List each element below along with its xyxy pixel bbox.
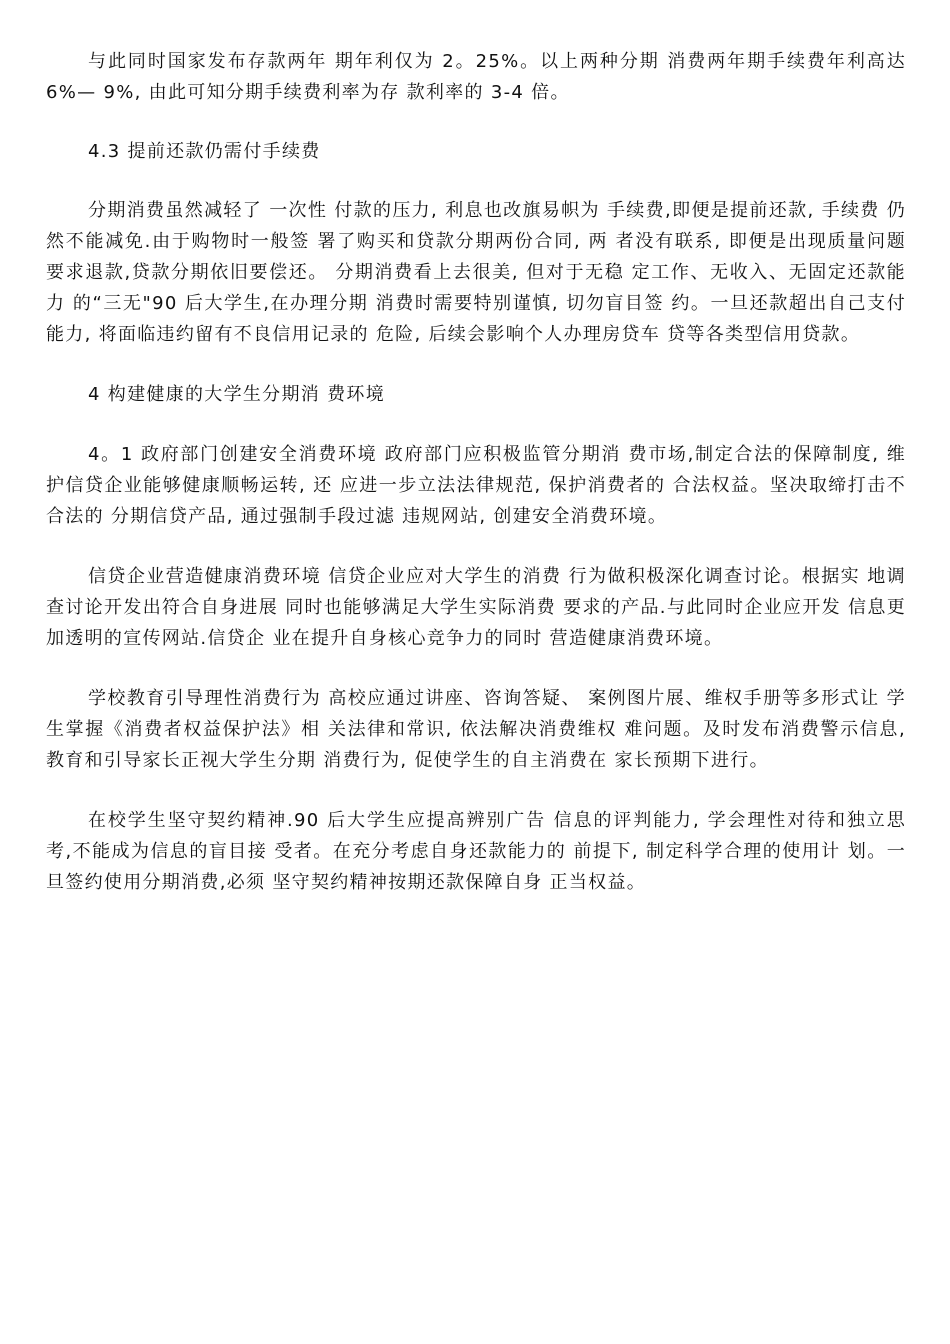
paragraph-interest-rate: 与此同时国家发布存款两年 期年利仅为 2。25%。以上两种分期 消费两年期手续费年利高达 6%— 9%, 由此可知分期手续费利率为存 款利率的 3-4 倍。 (46, 51, 906, 103)
document-page (46, 46, 906, 898)
paragraph-students-contract: 在校学生坚守契约精神.90 后大学生应提高辨别广告 信息的评判能力, 学会理性对待和独立思考,不能成为信息的盲目接 受者。在充分考虑自身还款能力的 前提下, 制定科学合理的使用计 划。一旦签约使用分期消费,必须 坚守契约精神按期还款保障自身 正当权益。 (46, 810, 906, 893)
paragraph-credit-enterprise: 信贷企业营造健康消费环境 信贷企业应对大学生的消费 行为做积极深化调查讨论。根据实 地调查讨论开发出符合自身进展 同时也能够满足大学生实际消费 要求的产品.与此同时企业应开发 信息更加透明的宣传网站.信贷企 业在提升自身核心竞争力的同时 营造健康消费环境。 (46, 566, 906, 649)
section-heading-4-3: 4.3 提前还款仍需付手续费 (88, 141, 321, 162)
paragraph-early-repayment: 分期消费虽然减轻了 一次性 付款的压力, 利息也改旗易帜为 手续费,即便是提前还款, 手续费 仍然不能减免.由于购物时一般签 署了购买和贷款分期两份合同, 两 者没有联系, 即便是出现质量问题 要求退款,贷款分期依旧要偿还。 分期消费看上去很美, 但对于无稳 定工作、无收入、无固定还款能力 的“三无"90 后大学生,在办理分期 消费时需要特别谨慎, 切勿盲目签 约。一旦还款超出自己支付能力, 将面临违约留有不良信用记录的 危险, 后续会影响个人办理房贷车 贷等各类型信用贷款。 (46, 200, 906, 345)
paragraph-government: 4。1 政府部门创建安全消费环境 政府部门应积极监管分期消 费市场,制定合法的保障制度, 维 护信贷企业能够健康顺畅运转, 还 应进一步立法法律规范, 保护消费者的 合法权益。坚决取缔打击不合法的 分期信贷产品, 通过强制手段过滤 违规网站, 创建安全消费环境。 (46, 444, 906, 527)
paragraph-school-education: 学校教育引导理性消费行为 高校应通过讲座、咨询答疑、 案例图片展、维权手册等多形式让 学生掌握《消费者权益保护法》相 关法律和常识, 依法解决消费维权 难问题。及时发布消费警示信息, 教育和引导家长正视大学生分期 消费行为, 促使学生的自主消费在 家长预期下进行。 (46, 688, 906, 771)
section-heading-4: 4 构建健康的大学生分期消 费环境 (88, 384, 385, 405)
